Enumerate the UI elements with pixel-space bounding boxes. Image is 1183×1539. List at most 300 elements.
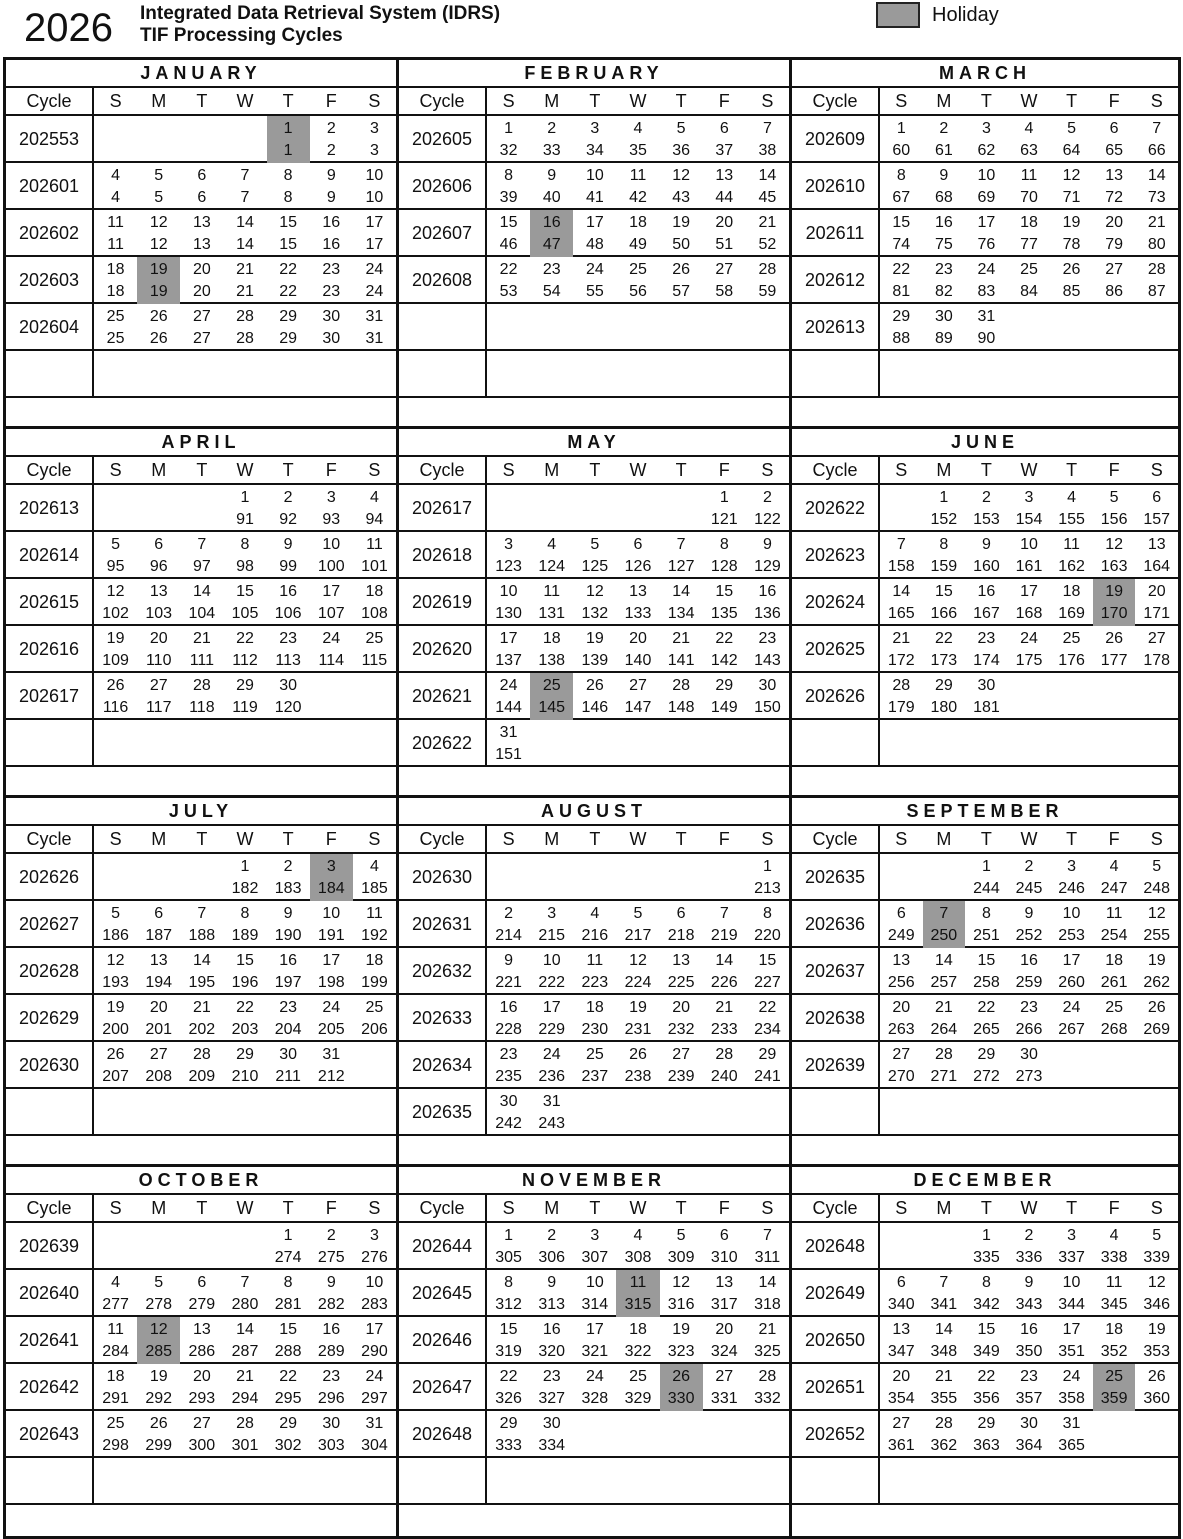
week-row [792,579,1178,626]
calendar-date: 19 [672,1320,691,1338]
julian-day: 97 [192,557,211,575]
julian-day: 111 [189,651,215,669]
cycle-number: 202639 [6,1223,94,1270]
julian-day: 225 [667,973,695,991]
calendar-date: 4 [633,1226,643,1244]
day-cell [310,1364,353,1411]
julian-day: 110 [145,651,172,669]
panel-footer-spacer [399,1505,789,1531]
julian-day: 87 [1147,282,1166,300]
day-cell [703,720,746,767]
day-cell [746,1089,789,1136]
julian-day: 245 [1015,879,1043,897]
day-cell [923,257,966,304]
day-cell [660,1042,703,1089]
day-cell [267,673,310,720]
julian-day: 40 [542,188,561,206]
calendar-date: 3 [326,488,336,506]
julian-day: 100 [317,557,345,575]
julian-day: 269 [1143,1020,1171,1038]
julian-day: 255 [1143,926,1171,944]
day-cell [616,720,659,767]
day-cell [923,579,966,626]
julian-day: 191 [317,926,345,944]
day-cell [94,948,137,995]
day-cell [353,673,396,720]
day-cell [880,626,923,673]
cycle-number: 202645 [399,1270,487,1317]
day-cell [1008,948,1051,995]
calendar-date: 15 [279,1320,298,1338]
julian-day: 287 [231,1342,259,1360]
calendar-date: 24 [365,1367,384,1385]
calendar-date: 22 [977,1367,996,1385]
day-cell [223,532,266,579]
day-cell [965,1411,1008,1458]
day-cell [180,257,223,304]
day-cell [180,1223,223,1270]
day-cell [746,257,789,304]
julian-day: 247 [1100,879,1128,897]
calendar-date: 12 [1062,166,1081,184]
julian-day: 290 [361,1342,388,1360]
calendar-date: 13 [892,951,911,969]
calendar-date: 8 [504,166,514,184]
day-cell [880,1270,923,1317]
julian-day: 93 [322,510,341,528]
calendar-date: 17 [322,582,341,600]
julian-day: 188 [188,926,216,944]
week-row [399,1458,789,1505]
calendar-date: 22 [977,998,996,1016]
day-cell [703,673,746,720]
julian-day: 163 [1100,557,1128,575]
cycle-number: 202601 [6,163,94,210]
day-cell [660,257,703,304]
day-cell [965,210,1008,257]
day-cell [880,1317,923,1364]
day-cell [965,1223,1008,1270]
weekday-header: S [761,91,774,111]
julian-day: 296 [317,1389,345,1407]
day-cell [1050,1042,1093,1089]
day-cell [1008,163,1051,210]
julian-day: 240 [710,1067,738,1085]
julian-day: 198 [317,973,345,991]
julian-day: 135 [710,604,738,622]
day-cell [965,948,1008,995]
day-cell [1093,351,1136,396]
week-row [399,948,789,995]
julian-day: 299 [145,1436,173,1454]
calendar-date: 2 [504,904,514,922]
calendar-date: 14 [715,951,734,969]
day-cell [746,163,789,210]
day-cell [965,1458,1008,1503]
julian-day: 128 [710,557,738,575]
day-cell [310,901,353,948]
day-cell [965,116,1008,163]
calendar-date: 22 [236,998,254,1016]
day-cell [1093,257,1136,304]
calendar-date: 9 [939,166,949,184]
calendar-date: 18 [1062,582,1081,600]
julian-day: 133 [624,604,652,622]
day-cell [94,532,137,579]
julian-day: 170 [1100,604,1128,622]
julian-day: 99 [279,557,298,575]
cycle-column-header: Cycle [792,457,880,483]
day-cell [1135,1270,1178,1317]
day-cell [267,532,310,579]
day-cell [180,351,223,396]
weekday-header: F [325,1198,337,1218]
weekday-header: S [1150,1198,1163,1218]
julian-day: 103 [145,604,173,622]
day-cell [965,673,1008,720]
month-panel-january [6,60,399,429]
calendar-date: 8 [719,535,729,553]
day-cell [353,901,396,948]
week-row [399,1042,789,1089]
calendar-date: 30 [499,1092,518,1110]
julian-day: 365 [1058,1436,1085,1454]
day-cell [267,1364,310,1411]
calendar-date: 20 [192,1367,211,1385]
julian-day: 131 [538,604,566,622]
cycle-number [792,351,880,396]
day-cell [746,673,789,720]
month-panel-october [6,1167,399,1536]
julian-day: 96 [149,557,168,575]
cycle-number: 202615 [6,579,94,626]
calendar-date: 21 [672,629,691,647]
day-cell [703,1458,746,1503]
julian-day: 301 [231,1436,259,1454]
calendar-date: 30 [542,1414,561,1432]
calendar-date: 20 [149,629,168,647]
julian-day: 85 [1062,282,1081,300]
calendar-date: 10 [585,1273,604,1291]
calendar-date: 31 [499,723,518,741]
column-header-row [399,826,789,854]
cycle-column-header: Cycle [399,88,487,114]
day-cell [180,1458,223,1503]
calendar-date: 31 [1062,1414,1081,1432]
day-cell [94,579,137,626]
julian-day: 331 [710,1389,738,1407]
calendar-date: 21 [1147,213,1166,231]
weekday-header: M [151,1198,167,1218]
calendar-date: 2 [547,119,557,137]
calendar-date: 7 [676,535,686,553]
calendar-date: 3 [504,535,514,553]
calendar-date: 22 [499,260,518,278]
day-cell [310,579,353,626]
week-row [399,673,789,720]
julian-day: 108 [361,604,388,622]
weekday-header: S [761,460,774,480]
day-cell [923,948,966,995]
julian-day: 17 [365,235,384,253]
julian-day: 32 [499,141,518,159]
holiday-day-cell [137,1317,180,1364]
julian-day: 94 [365,510,384,528]
day-cell [310,163,353,210]
julian-day: 351 [1058,1342,1085,1360]
julian-day: 81 [892,282,911,300]
calendar-date: 23 [1020,1367,1038,1385]
day-cell [487,1317,530,1364]
day-cell [310,485,353,532]
julian-day: 345 [1100,1295,1128,1313]
julian-day: 346 [1143,1295,1171,1313]
day-cell [616,1458,659,1503]
day-cell [660,1317,703,1364]
day-cell [137,579,180,626]
calendar-date: 7 [762,119,772,137]
julian-day: 316 [667,1295,695,1313]
calendar-date: 30 [977,676,996,694]
day-cell [923,1458,966,1503]
weekday-header: F [325,460,337,480]
weekday-header: T [675,1198,687,1218]
day-cell [923,351,966,396]
julian-day: 227 [754,973,781,991]
weekday-header: W [1020,829,1038,849]
calendar-date: 19 [106,629,125,647]
day-cell [267,626,310,673]
cycle-number: 202603 [6,257,94,304]
calendar-date: 25 [1062,629,1081,647]
calendar-date: 28 [758,260,777,278]
holiday-day-cell [137,257,180,304]
julian-day: 124 [538,557,566,575]
day-cell [660,854,703,901]
calendar-date: 1 [240,857,250,875]
julian-day: 273 [1015,1067,1043,1085]
weekday-header: W [236,91,254,111]
day-cell [965,626,1008,673]
day-cell [487,1364,530,1411]
calendar-date: 8 [981,1273,991,1291]
julian-day: 348 [930,1342,958,1360]
calendar-date: 12 [1147,904,1166,922]
calendar-date: 3 [326,857,336,875]
day-cell [310,1042,353,1089]
julian-day: 13 [192,235,211,253]
panel-footer-spacer [792,1136,1178,1162]
calendar-date: 9 [283,535,293,553]
day-cell [137,720,180,765]
day-cell [1050,1411,1093,1458]
day-cell [965,304,1008,351]
week-row [6,720,396,767]
julian-day: 83 [977,282,996,300]
julian-day: 317 [710,1295,738,1313]
calendar-date: 9 [326,166,336,184]
day-cell [487,485,530,532]
calendar-grid [3,57,1181,1539]
day-cell [180,1364,223,1411]
calendar-date: 19 [149,1367,168,1385]
day-cell [487,673,530,720]
day-cell [616,854,659,901]
calendar-date: 15 [758,951,777,969]
julian-day: 115 [361,651,388,669]
day-cell [923,1223,966,1270]
calendar-date: 29 [934,676,953,694]
weekday-header: T [980,1198,992,1218]
day-cell [353,1223,396,1270]
calendar-date: 10 [1062,904,1081,922]
calendar-date: 10 [542,951,561,969]
julian-day: 200 [102,1020,129,1038]
weekday-header: W [1020,1198,1038,1218]
calendar-date: 4 [633,119,643,137]
calendar-date: 28 [758,1367,777,1385]
cycle-number: 202632 [399,948,487,995]
day-cell [310,720,353,765]
day-cell [703,210,746,257]
day-cell [1050,304,1093,351]
julian-day: 102 [102,604,129,622]
column-header-row [792,826,1178,854]
cycle-number: 202641 [6,1317,94,1364]
week-row [6,1270,396,1317]
month-name: MAY [399,429,789,457]
julian-day: 358 [1058,1389,1085,1407]
julian-day: 73 [1147,188,1166,206]
calendar-date: 14 [192,951,211,969]
day-cell [1135,854,1178,901]
day-cell [660,720,703,767]
calendar-date: 27 [1147,629,1166,647]
day-cell [660,304,703,349]
calendar-date: 29 [279,1414,298,1432]
day-cell [487,1458,530,1503]
julian-day: 279 [188,1295,216,1313]
calendar-date: 31 [977,307,996,325]
week-row [399,210,789,257]
calendar-date: 21 [934,998,953,1016]
calendar-date: 14 [236,1320,254,1338]
day-cell [1008,579,1051,626]
day-cell [487,995,530,1042]
day-cell [1050,532,1093,579]
julian-day: 243 [538,1114,566,1132]
day-cell [1050,673,1093,720]
day-cell [965,579,1008,626]
julian-day: 140 [624,651,652,669]
julian-day: 112 [232,651,258,669]
day-cell [353,1089,396,1134]
julian-day: 48 [585,235,604,253]
calendar-date: 2 [981,488,991,506]
julian-day: 312 [495,1295,522,1313]
calendar-date: 31 [322,1045,341,1063]
calendar-date: 28 [672,676,691,694]
day-cell [1093,1317,1136,1364]
day-cell [530,1223,573,1270]
day-cell [880,485,923,532]
calendar-date: 15 [236,951,254,969]
day-cell [530,626,573,673]
julian-day: 208 [145,1067,173,1085]
panel-footer-spacer [6,1505,396,1531]
julian-day: 2 [326,141,336,159]
cycle-number: 202630 [6,1042,94,1089]
calendar-date: 7 [939,904,949,922]
calendar-date: 11 [366,904,383,922]
weekday-header: T [282,829,294,849]
day-cell [1135,116,1178,163]
calendar-date: 22 [279,260,298,278]
julian-day: 222 [538,973,566,991]
day-cell [660,995,703,1042]
calendar-date: 9 [1024,1273,1034,1291]
julian-day: 159 [930,557,958,575]
julian-day: 129 [754,557,781,575]
calendar-date: 10 [499,582,518,600]
day-cell [923,210,966,257]
julian-day: 267 [1058,1020,1085,1038]
day-cell [530,485,573,532]
week-row [792,1270,1178,1317]
julian-day: 233 [710,1020,738,1038]
calendar-date: 6 [719,1226,729,1244]
month-panel-july [6,798,399,1167]
calendar-date: 2 [283,488,293,506]
day-cell [660,116,703,163]
weekday-header: M [936,91,952,111]
day-cell [1050,948,1093,995]
julian-day: 164 [1143,557,1171,575]
weekday-header: S [761,1198,774,1218]
julian-day: 56 [629,282,647,300]
julian-day: 155 [1058,510,1085,528]
julian-day: 320 [538,1342,566,1360]
day-cell [137,1042,180,1089]
day-cell [1093,995,1136,1042]
calendar-date: 6 [896,904,906,922]
weekday-header: S [502,91,515,111]
day-cell [530,995,573,1042]
holiday-day-cell [1093,579,1136,626]
julian-day: 14 [236,235,254,253]
day-cell [1135,163,1178,210]
cycle-column-header: Cycle [792,1195,880,1221]
calendar-date: 5 [676,1226,686,1244]
calendar-date: 9 [1024,904,1034,922]
julian-day: 27 [192,329,211,347]
julian-day: 196 [231,973,259,991]
calendar-date: 26 [1147,998,1166,1016]
julian-day: 193 [102,973,129,991]
day-cell [223,948,266,995]
calendar-date: 16 [542,1320,561,1338]
weekday-header: S [895,460,908,480]
day-cell [1008,1223,1051,1270]
julian-day: 91 [236,510,254,528]
calendar-date: 15 [236,582,254,600]
calendar-date: 11 [543,582,561,600]
day-cell [746,720,789,767]
day-cell [573,1223,616,1270]
day-cell [923,1364,966,1411]
week-row [6,901,396,948]
day-cell [353,854,396,901]
